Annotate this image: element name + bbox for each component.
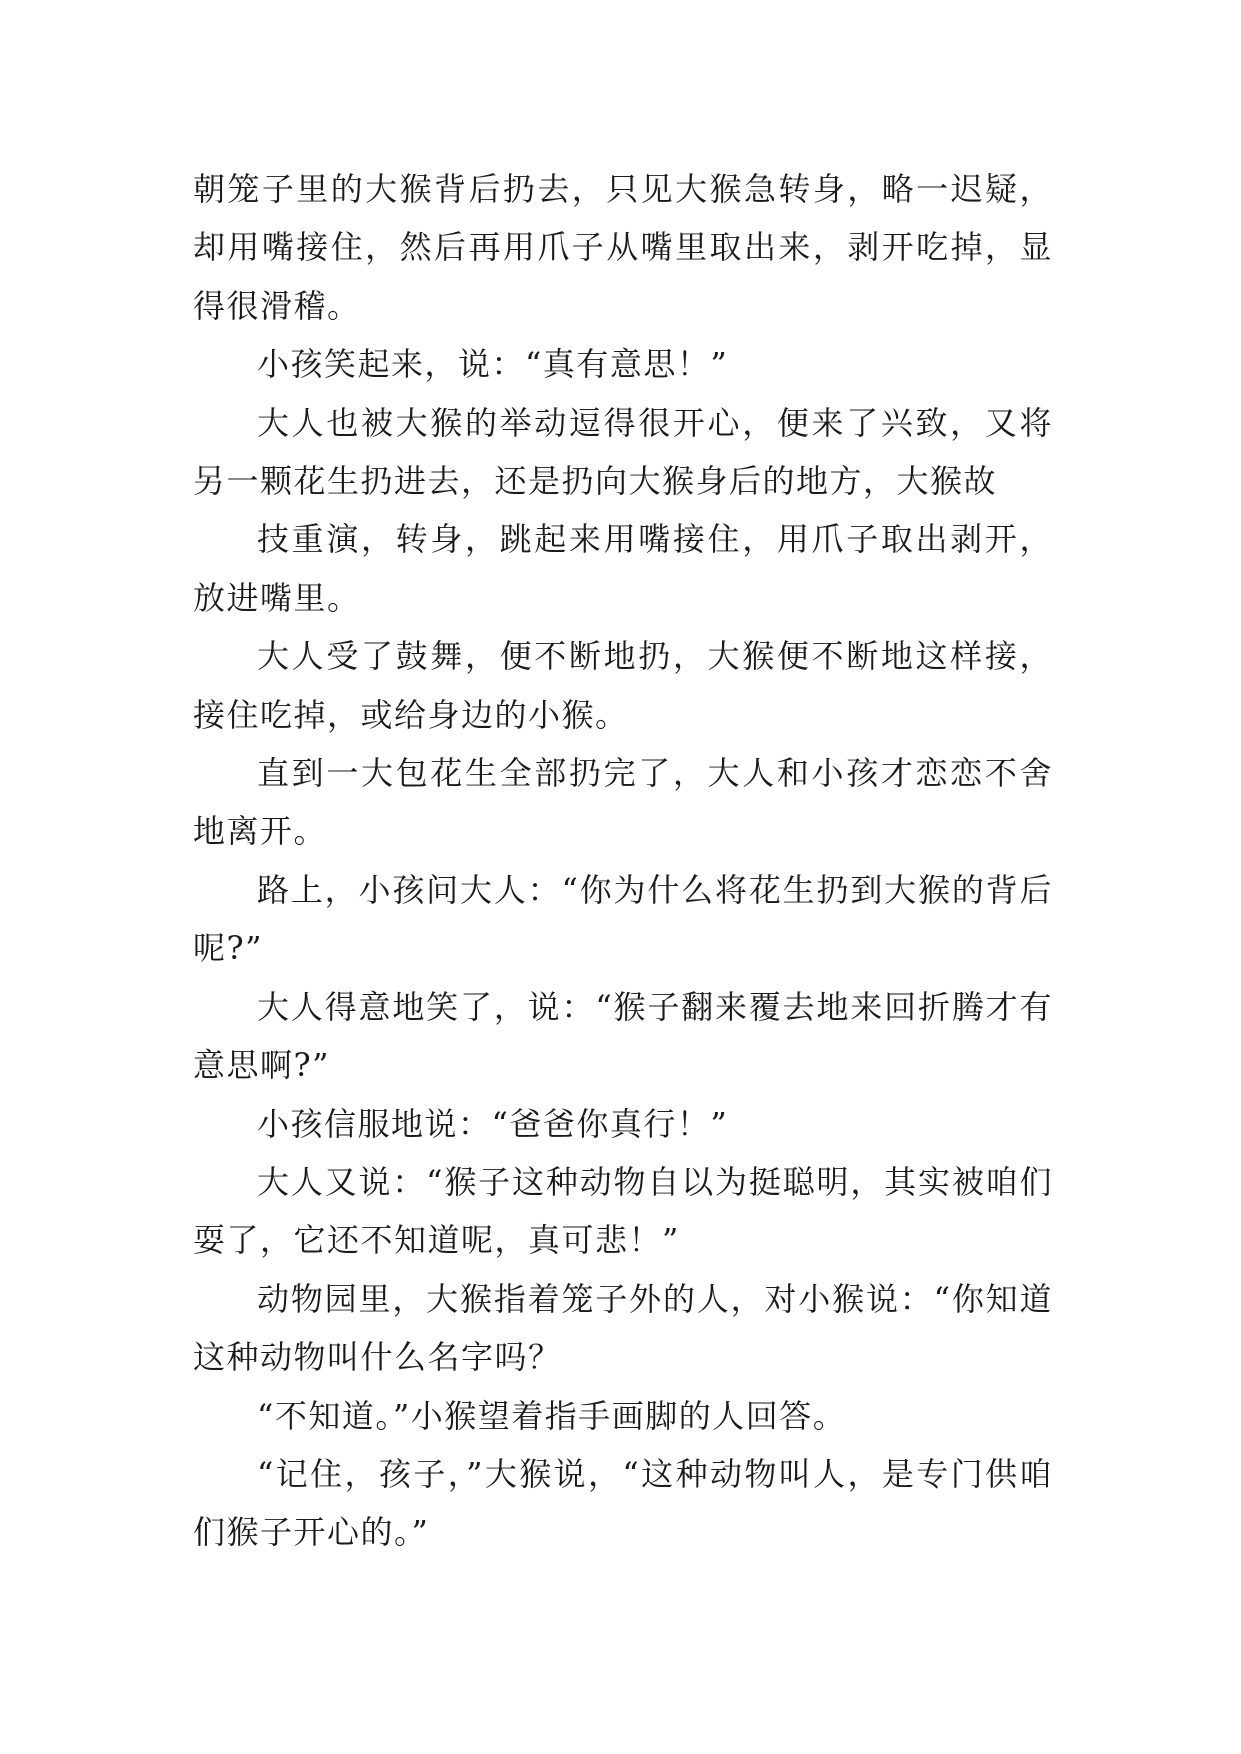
paragraph: 路上，小孩问大人：“你为什么将花生扔到大猴的背后呢?” [193,870,1053,968]
paragraph: 大人也被大猴的举动逗得很开心，便来了兴致，又将另一颗花生扔进去，还是扔向大猴身后的地方，大猴故 [193,403,1053,501]
paragraph: 直到一大包花生全部扔完了，大人和小孩才恋恋不舍地离开。 [193,754,1053,851]
story-text [193,160,1053,1562]
paragraph: 大人受了鼓舞，便不断地扔，大猴便不断地这样接，接住吃掉，或给身边的小猴。 [193,637,1053,734]
paragraph: 大人又说：“猴子这种动物自以为挺聪明，其实被咱们耍了，它还不知道呢，真可悲！” [193,1162,1053,1260]
paragraph: “记住，孩子，”大猴说，“这种动物叫人，是专门供咱们猴子开心的。” [193,1454,1053,1552]
paragraph: 大人得意地笑了，说：“猴子翻来覆去地来回折腾才有意思啊?” [193,987,1053,1085]
paragraph: 朝笼子里的大猴背后扔去，只见大猴急转身，略一迟疑，却用嘴接住，然后再用爪子从嘴里取出来，剥开吃掉，显得很滑稽。 [193,170,1053,325]
paragraph: 技重演，转身，跳起来用嘴接住，用爪子取出剥开，放进嘴里。 [193,520,1053,617]
paragraph: 小孩笑起来，说：“真有意思！” [257,345,729,384]
paragraph: “不知道。”小猴望着指手画脚的人回答。 [257,1396,847,1435]
paragraph: 动物园里，大猴指着笼子外的人，对小猴说：“你知道这种动物叫什么名字吗？ [193,1279,1053,1377]
paragraph: 小孩信服地说：“爸爸你真行！” [257,1104,729,1143]
